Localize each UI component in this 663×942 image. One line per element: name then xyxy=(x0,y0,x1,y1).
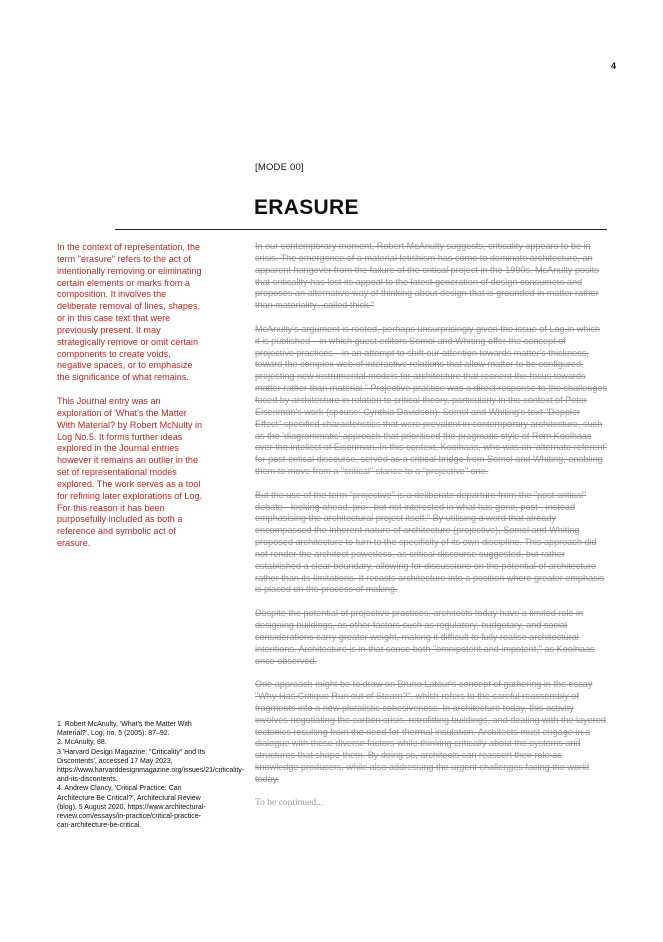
footnote: 2. McAnulty, 88. xyxy=(57,739,107,747)
footnote: 1. Robert McAnulty, 'What's the Matter With Material?', Log, no. 5 (2005): 87–92. xyxy=(57,721,192,738)
footnote: 3.'Harvard Design Magazine: "Criticality" and Its Discontents', accessed 17 May 2023, https://www.harvarddesignmagazine.org/issues/21/criticality-and-its-discontents. xyxy=(57,748,245,784)
erased-body-text xyxy=(255,241,607,821)
body-paragraph: In our contemporary moment, Robert McAnulty suggests, criticality appears to be in crisis. The emergence of a material fetishism has come to dominate architecture, an apparent hangover from the failure of the critical project in the 1990s. McAnulty posits that criticality has lost its appeal to the latest generation of design consumers and proposes an alternative way of thinking about design that is grounded in matter rather than materiality...called thick." xyxy=(255,241,599,311)
body-paragraph: Despite the potential of projective practices, architects today have a limited role in designing buildings, as other factors such as regulatory, budgetary, and social considerations carry greater weight, making it difficult to fully realise architectural intentions. Architecture is in that sense both "omnipotent and impotent," as Koolhaas once observed. xyxy=(255,608,595,666)
sidebar-paragraph: In the context of representation, the term "erasure" refers to the act of intentionally removing or eliminating certain elements or marks from a composition. It involves the deliberate removal of lines, shapes, or in this case text that were previously present. It may strategically remove or omit certain components to create voids, negative spaces, or to emphasize the significance of what remains. xyxy=(57,242,202,383)
to-be-continued: To be continued... xyxy=(255,797,324,808)
page-title: ERASURE xyxy=(254,196,359,219)
footnote: 4. Andrew Clancy, 'Critical Practice: Can Architecture Be Critical?', Architectural Review (blog), 5 August 2020, https://www.architectural-review.com/essays/in-practice/critical-practice-can-architecture-be-critical. xyxy=(57,785,206,830)
sidebar-text xyxy=(57,242,207,562)
sidebar-paragraph: This Journal entry was an exploration of 'What's the Matter With Material? by Robert McNulty in Log No.5. It forms further ideas explored in the Journal entries however it remains an outlier in the set of representational modes explored. The work serves as a tool for refining later explorations of Log. For this reason it has been purposefully included as both a reference and symbolic act of erasure. xyxy=(57,395,203,549)
title-divider xyxy=(115,229,607,230)
body-paragraph: One approach might be to draw on Bruno Latour's concept of gathering in the essay "Why Has Critique Run out of Steam?", which refers to the careful reassembly of fragments into a new pluralistic cohesiveness. In architecture today, this activity involves negotiating the carbon crisis, retrofitting buildings, and dealing with the layered tectonics resulting from the need for thermal insulation. Architects must engage in a dialogue with these diverse factors while thinking critically about the systems and structures that shape them. By doing so, architects can reassert their role as knowledge producers, while also addressing the urgent challenges facing the world today. xyxy=(255,679,606,784)
mode-label: [MODE 00] xyxy=(255,162,304,173)
footnotes xyxy=(57,720,245,830)
body-paragraph: McAnulty's argument is rooted, perhaps unsurprisingly given the issue of Log in which it is published—in which guest editors Somol and Whiting offer the concept of projective practices—in an attempt to shift our attention towards matter's thickness, toward the complex web of interactive relations that allow matter to be configured, projecting new instrumental models for architecture that reorient the focus towards matter rather than material." Projective practice was a direct response to the challenges faced by architecture in relation to critical theory, particularly in the context of Peter Eisenman's work (spouse: Cynthia Davidson). Somol and Whiting's text "Doppler Effect" specified characteristics that were prevalent in contemporary architecture, such as the 'diagrammatic' approach that prioritised the pragmatic style of Rem Koolhaas over the intellect of Eisenman. In this context, Koolhaas, who was an 'alternate referent' for post-critical discourse, served as a critical bridge from Somol and Whiting, enabling them to move from a "critical" stance to a "projective" one. xyxy=(255,323,607,477)
page-number: 4 xyxy=(611,61,617,71)
body-paragraph: But the use of the term "projective" is a deliberate departure from the "post-critical" debate - looking ahead, pro-, but not interested in what has gone, post-, instead emphasising the architectural project itself." By utilising a word that already encompassed the inherent nature of architecture (projective), Somol and Whiting proposed architecture to turn to the specificity of its own discipline. This approach did not render the architect powerless, as critical discourse suggested, but rather established a clear boundary, allowing for discussions on the potential of architecture rather than its limitations. It recasts architecture into a position where greater emphasis is placed on the process of making. xyxy=(255,489,605,595)
